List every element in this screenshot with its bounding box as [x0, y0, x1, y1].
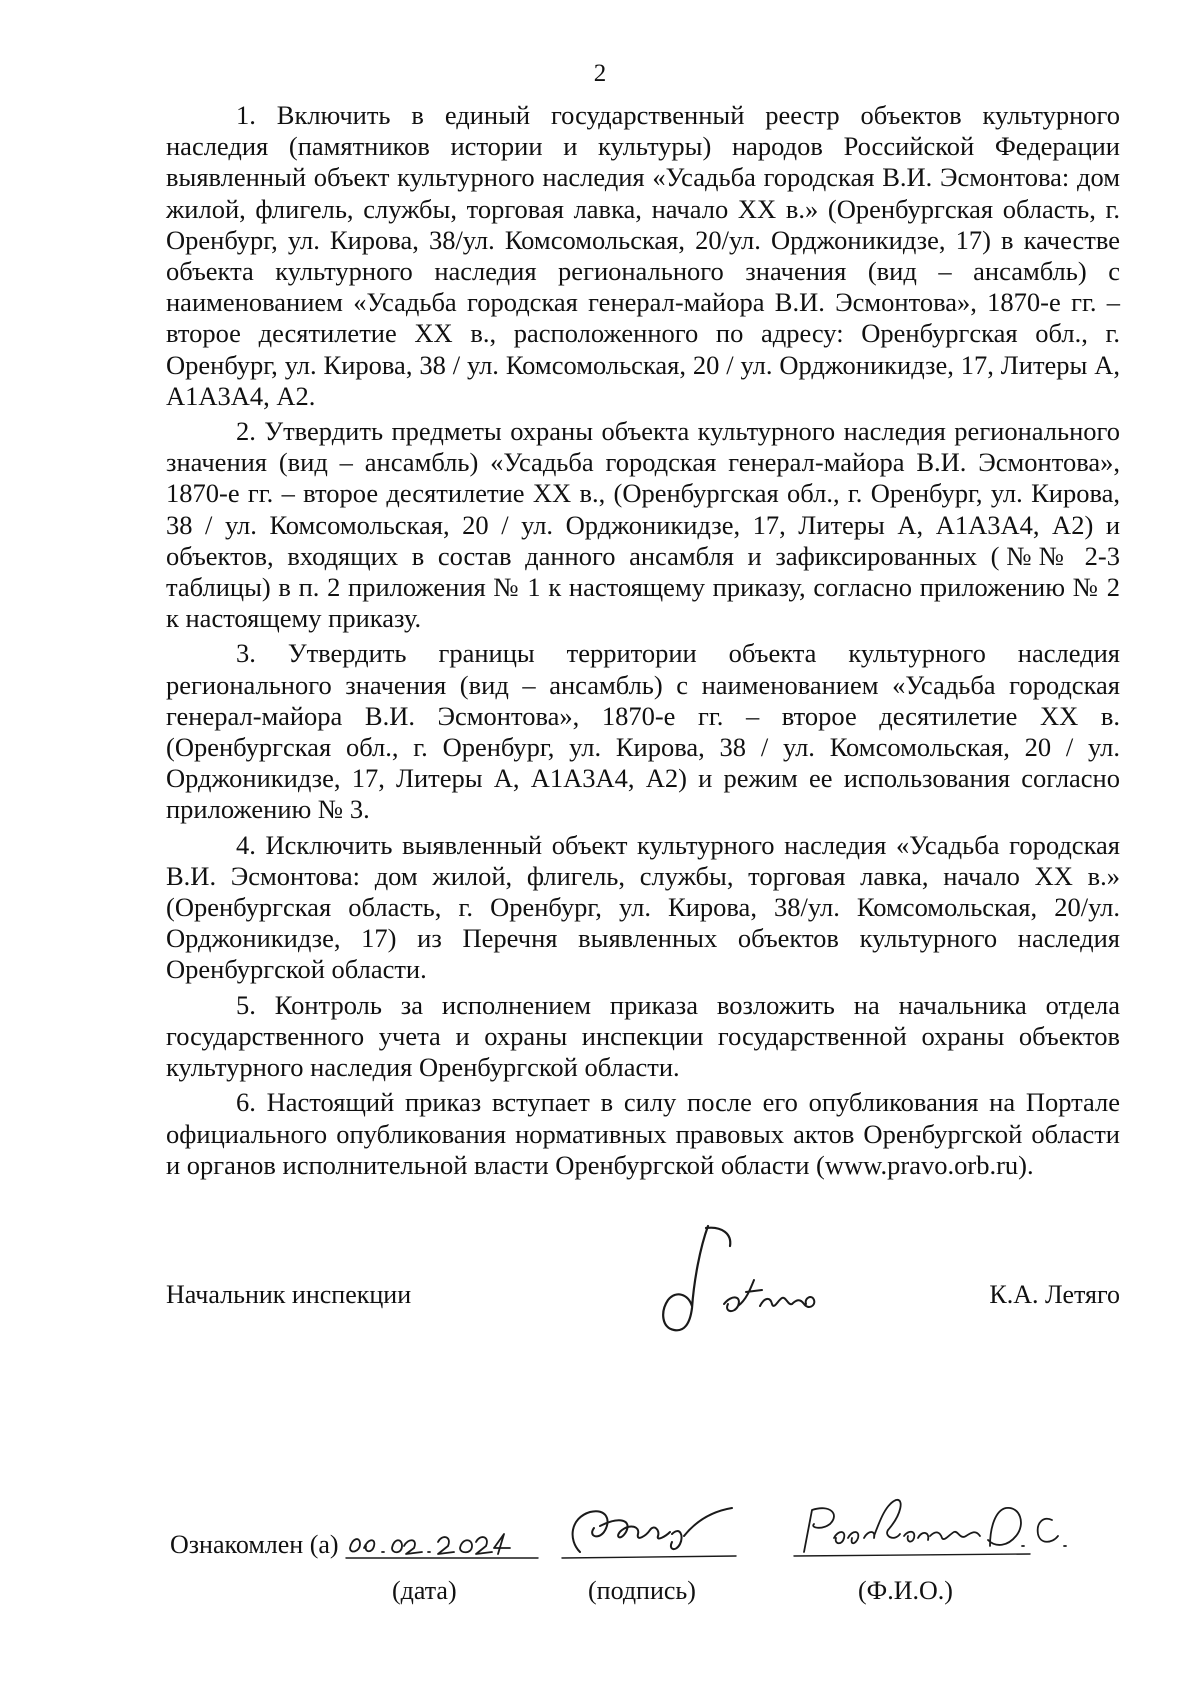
order-body	[166, 100, 1120, 1181]
signature-block	[166, 1280, 1120, 1320]
acknowledgement-label: Ознакомлен (а)	[170, 1530, 339, 1559]
order-item-6: 6. Настоящий приказ вступает в силу после его опубликования на Портале официального опубликования нормативных правовых актов Оренбургской области и органов исполнительной власти Оренбургской области (www.pravo.orb.ru).	[166, 1087, 1120, 1180]
handwritten-acknowledgement-signature	[560, 1496, 740, 1566]
acknowledgement-block	[170, 1530, 1130, 1640]
caption-fio: (Ф.И.О.)	[858, 1576, 953, 1605]
signer-name: К.А. Летяго	[989, 1280, 1120, 1309]
order-item-5: 5. Контроль за исполнением приказа возложить на начальника отдела государственного учета и охраны инспекции государственной охраны объектов культурного наследия Оренбургской области.	[166, 989, 1120, 1083]
order-item-3: 3. Утвердить границы территории объекта культурного наследия регионального значения (вид – ансамбль) с наименованием «Усадьба городская генерал-майора В.И. Эсмонтова», 1870-е гг. – второе десятилетие XX в. (Оренбургская обл., г. Оренбург, ул. Кирова, 38 / ул. Комсомольская, 20 / ул. Орджоникидзе, 17, Литеры А, А1А3А4, А2) и режим ее использования согласно приложению № 3.	[166, 638, 1120, 825]
order-item-1: 1. Включить в единый государственный реестр объектов культурного наследия (памятников истории и культуры) народов Российской Федерации выявленный объект культурного наследия «Усадьба городская В.И. Эсмонтова: дом жилой, флигель, службы, торговая лавка, начало XX в.» (Оренбургская область, г. Оренбург, ул. Кирова, 38/ул. Комсомольская, 20/ул. Орджоникидзе, 17) в качестве объекта культурного наследия регионального значения (вид – ансамбль) с наименованием «Усадьба городская генерал-майора В.И. Эсмонтова», 1870-е гг. – второе десятилетие XX в., расположенного по адресу: Оренбургская обл., г. Оренбург, ул. Кирова, 38 / ул. Комсомольская, 20 / ул. Орджоникидзе, 17, Литеры А, А1А3А4, А2.	[166, 100, 1120, 411]
order-item-4: 4. Исключить выявленный объект культурного наследия «Усадьба городская В.И. Эсмонтова: дом жилой, флигель, службы, торговая лавка, начало XX в.» (Оренбургская область, г. Оренбург, ул. Кирова, 38/ул. Комсомольская, 20/ул. Орджоникидзе, 17) из Перечня выявленных объектов культурного наследия Оренбургской области.	[166, 829, 1120, 985]
handwritten-fio	[790, 1490, 1090, 1565]
page-number: 2	[593, 60, 607, 87]
handwritten-signature	[646, 1220, 836, 1340]
position-title: Начальник инспекции	[166, 1280, 412, 1309]
caption-date: (дата)	[392, 1576, 457, 1605]
handwritten-date	[342, 1508, 542, 1568]
order-item-2: 2. Утвердить предметы охраны объекта культурного наследия регионального значения (вид – ансамбль) «Усадьба городская генерал-майора В.И. Эсмонтова», 1870-е гг. – второе десятилетие XX в., (Оренбургская обл., г. Оренбург, ул. Кирова, 38 / ул. Комсомольская, 20 / ул. Орджоникидзе, 17, Литеры А, А1А3А4, А2) и объектов, входящих в состав данного ансамбля и зафиксированных (№№ 2-3 таблицы) в п. 2 приложения № 1 к настоящему приказу, согласно приложению № 2 к настоящему приказу.	[166, 416, 1120, 634]
caption-signature: (подпись)	[588, 1576, 696, 1605]
